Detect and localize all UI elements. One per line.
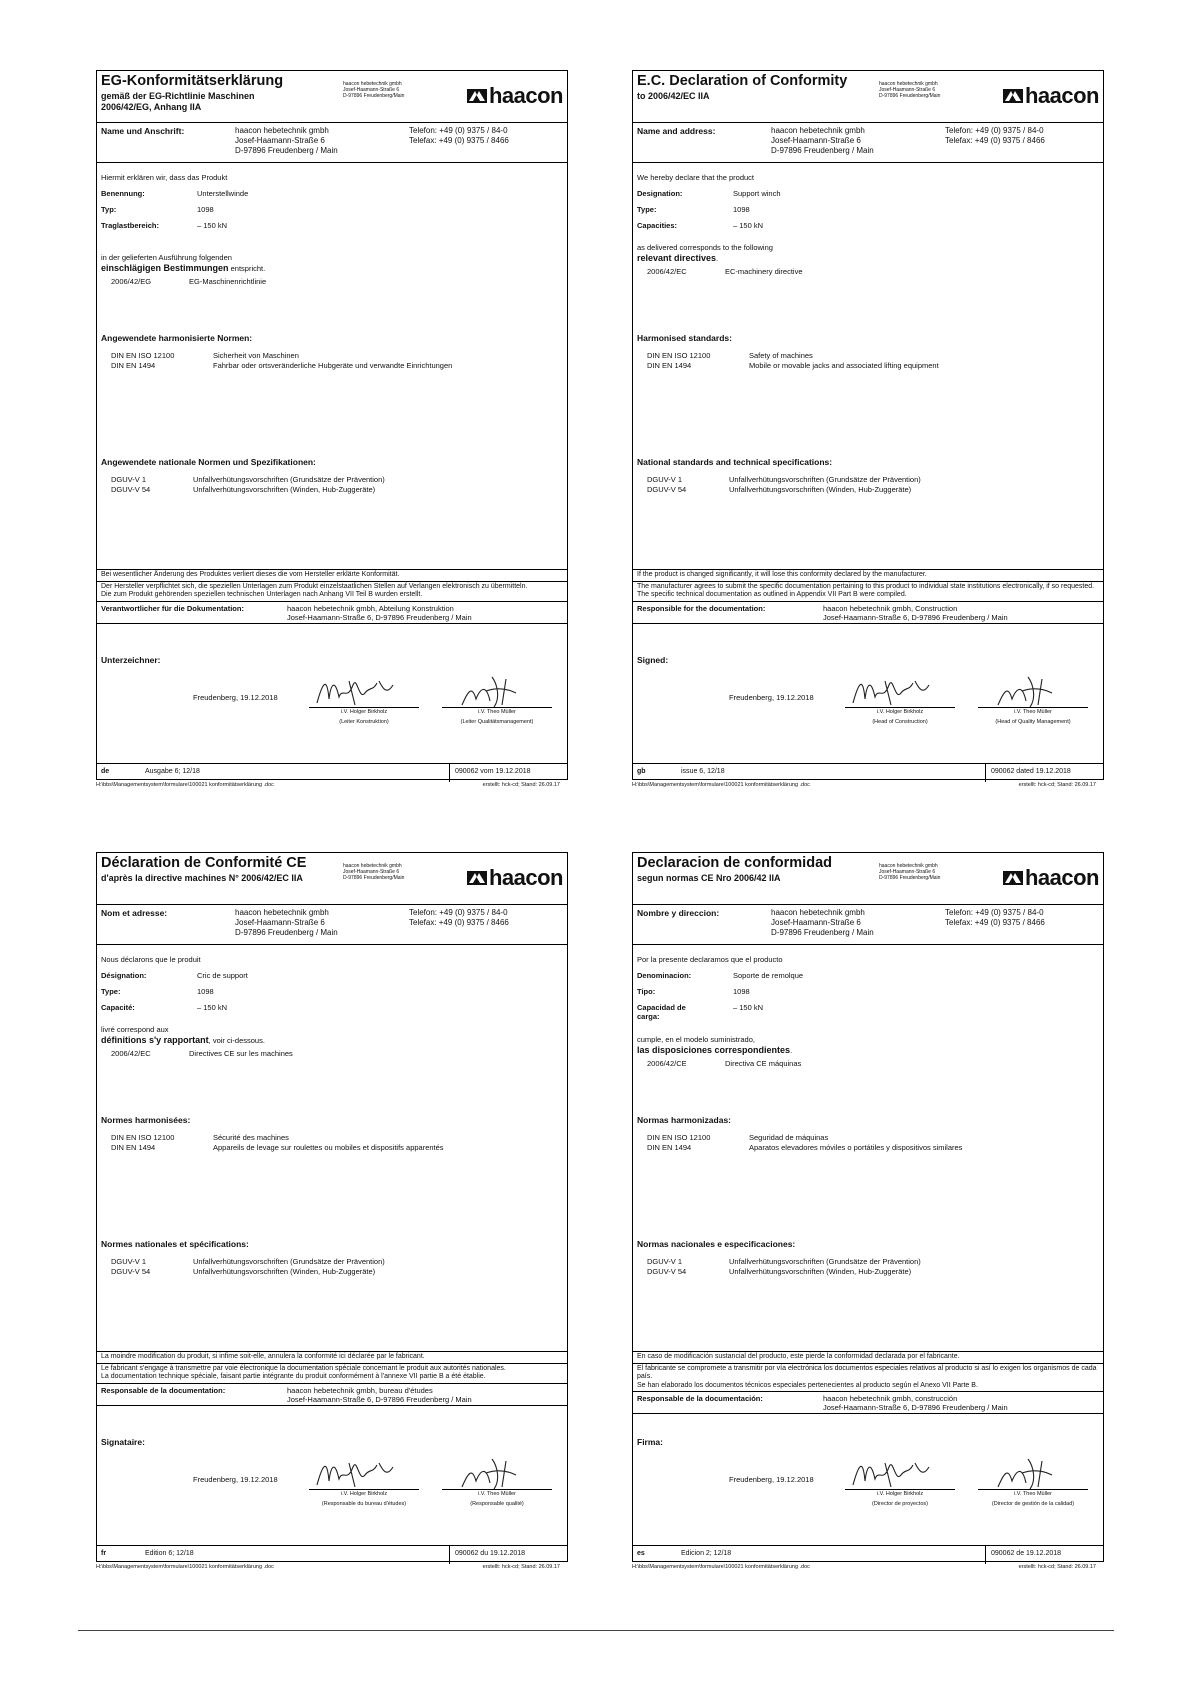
signed-label: Signed: [637,655,669,665]
declaration-frame: EG-Konformitätserklärung gemäß der EG-Richtlinie Maschinen 2006/42/EG, Anhang IIA haacon hebetechnik gmbh Josef-Haamann-Straße 6 D-97896 Freudenberg/Main haacon Name und Anschrift: haacon hebetechnik gmbh Josef-Haamann-Straße 6 D-97896 Freudenberg / Main Telefon: +49 (0) 9375 / 84-0 Telefax: +49 (0) 9375 / 8466 Hiermit erklären wir, dass das Produkt Benennung: Unterstellwinde Typ: 1098 Traglastbereich: – 150 kN in der gelieferten Ausführung folgenden einschlägigen Bestimmungen entspricht. 2006/42/EG EG-Maschinenrichtlinie Angewendete harmonisierte Normen: DIN EN ISO 12100 Sicherheit von Maschinen DIN EN 1494 Fahrbar oder ortsveränderliche Hubgeräte und verwandte Einrichtungen Angewendete nationale Normen und Spezifikationen: DGUV-V 1 Unfallverhütungsvorschriften (Grundsätze der Prävention) DGUV-V 54 Unfallverhütungsvorschriften (Winden, Hub-Zuggeräte) Bei wesentlicher Änderung des Produktes verliert dieses die vom Hersteller erklärte Konformität. Der Hersteller verpflichtet sich, die speziellen Unterlagen zum Produkt einzelstaatlichen Stellen auf Verlangen elektronisch zu übermitteln. Die zum Produkt gehörenden speziellen technischen Unterlagen nach Anhang VII Teil B wurden erstellt. Verantwortlicher für die Dokumentation: haacon hebetechnik gmbh, Abteilung Konstruktion Josef-Haamann-Straße 6, D-97896 Freudenberg / Main Unterzeichner: Freudenberg, 19.12.2018 i.V. Holger Birkholz i.V. Theo Müller (Leiter Konstruktion) (Leiter Qualitätsmanagement) de Ausgabe 6; 12/18 090062 vom 19.12.2018 [96,70,568,780]
national-standards-heading: National standards and technical specifications: [637,457,833,467]
documentation-notice: The manufacturer agrees to submit the specific documentation pertaining to this product to individual state institutions electronically, if so requested. The specific technical documentation as outlined in Appendix VII Part B were compiled. [633,582,1103,602]
signature-line [442,707,552,708]
document-number-date: 090062 du 19.12.2018 [455,1550,526,1557]
signer-name: i.V. Theo Müller [478,709,516,715]
page-bottom-rule [78,1630,1114,1631]
signature-birkholz [309,1453,419,1493]
declaration-panel-fr [96,852,568,1572]
phone-fax: Telefon: +49 (0) 9375 / 84-0 Telefax: +49 (0) 9375 / 8466 [945,908,1045,927]
signature-birkholz [845,671,955,711]
harmonised-standards-heading: Normes harmonisées: [101,1115,191,1125]
signature-line [845,1489,955,1490]
intro-text: We hereby declare that the product [637,173,755,182]
declaration-header [633,853,1103,905]
signer-role: (Responsable qualité) [470,1501,524,1507]
haacon-logo-icon [467,89,487,103]
place-date: Freudenberg, 19.12.2018 [193,693,278,702]
name-address-block [633,905,1103,945]
document-number-date: 090062 de 19.12.2018 [991,1550,1062,1557]
name-address-label: Nom et adresse: [101,908,168,918]
signature-birkholz [309,671,419,711]
signature-line [309,707,419,708]
edition: Edicion 2; 12/18 [681,1550,732,1557]
document-footer [97,763,567,781]
intro-text: Hiermit erklären wir, dass das Produkt [101,173,228,182]
signature-block [633,1433,1103,1515]
conformity-statement: cumple, en el modelo suministrado, las disposiciones correspondientes. [637,1035,793,1055]
declaration-title: E.C. Declaration of Conformity [637,73,848,89]
declaration-frame: E.C. Declaration of Conformity to 2006/42/EC IIA haacon hebetechnik gmbh Josef-Haamann-Straße 6 D-97896 Freudenberg/Main haacon Name and address: haacon hebetechnik gmbh Josef-Haamann-Straße 6 D-97896 Freudenberg / Main Telefon: +49 (0) 9375 / 84-0 Telefax: +49 (0) 9375 / 8466 We hereby declare that the product Designation: Support winch Type: 1098 Capacities: – 150 kN as delivered corresponds to the following relevant directives. 2006/42/EC EC-machinery directive Harmonised standards: DIN EN ISO 12100 Safety of machines DIN EN 1494 Mobile or movable jacks and associated lifting equipment National standards and technical specifications: DGUV-V 1 Unfallverhütungsvorschriften (Grundsätze der Prävention) DGUV-V 54 Unfallverhütungsvorschriften (Winden, Hub-Zuggeräte) If the product is changed significantly, it will lose this conformity declared by the manufacturer. The manufacturer agrees to submit the specific documentation pertaining to this product to individual state institutions electronically, if so requested. The specific technical documentation as outlined in Appendix VII Part B were compiled. Responsible for the documentation: haacon hebetechnik gmbh, Construction Josef-Haamann-Straße 6, D-97896 Freudenberg / Main Signed: Freudenberg, 19.12.2018 i.V. Holger Birkholz i.V. Theo Müller (Head of Construction) (Head of Quality Management) gb issue 6, 12/18 090062 dated 19.12.2018 [632,70,1104,780]
signed-label: Firma: [637,1437,663,1447]
document-footer [633,763,1103,781]
legal-notes [97,569,567,624]
haacon-logo-icon [467,871,487,885]
signature-mueller [978,671,1088,711]
documentation-notice: Le fabricant s'engage à transmettre par voie électronique la documentation spéciale concernant le produit aux autorités nationales. La documentation technique spéciale, faisant partie intégrante du produit conformément à l'annexe VII partie B a été établie. [97,1364,567,1384]
document-number-date: 090062 dated 19.12.2018 [991,768,1071,775]
signature-birkholz [845,1453,955,1493]
signer-name: i.V. Holger Birkholz [340,709,388,715]
intro-text: Por la presente declaramos que el producto [637,955,783,964]
company-address: haacon hebetechnik gmbh Josef-Haamann-Straße 6 D-97896 Freudenberg / Main [235,126,338,155]
header-address: haacon hebetechnik gmbh Josef-Haamann-Straße 6 D-97896 Freudenberg/Main [879,863,941,881]
name-address-block [97,123,567,163]
harmonised-standards-heading: Harmonised standards: [637,333,732,343]
document-footer [633,1545,1103,1563]
declaration-subtitle: to 2006/42/EC IIA [637,91,710,101]
created-stamp: erstellt: hck-cd; Stand: 26.09.17 [1018,782,1096,788]
signature-mueller [978,1453,1088,1493]
signature-line [309,1489,419,1490]
declaration-header [633,71,1103,123]
file-path: H:\bbs\Managementsystem\formulare\100021 konformitätserklärung .doc [96,1564,274,1570]
company-address: haacon hebetechnik gmbh Josef-Haamann-Straße 6 D-97896 Freudenberg / Main [771,908,874,937]
created-stamp: erstellt: hck-cd; Stand: 26.09.17 [1018,1564,1096,1570]
declaration-frame: Declaracion de conformidad segun normas CE Nro 2006/42 IIA haacon hebetechnik gmbh Josef-Haamann-Straße 6 D-97896 Freudenberg/Main haacon Nombre y direccion: haacon hebetechnik gmbh Josef-Haamann-Straße 6 D-97896 Freudenberg / Main Telefon: +49 (0) 9375 / 84-0 Telefax: +49 (0) 9375 / 8466 Por la presente declaramos que el producto Denominacion: Soporte de remolque Tipo: 1098 Capacidad de carga: – 150 kN cumple, en el modelo suministrado, las disposiciones correspondientes. 2006/42/CE Directiva CE máquinas Normas harmonizadas: DIN EN ISO 12100 Seguridad de máquinas DIN EN 1494 Aparatos elevadores móviles o portátiles y dispositivos similares Normas nacionales e especificaciones: DGUV-V 1 Unfallverhütungsvorschriften (Grundsätze der Prävention) DGUV-V 54 Unfallverhütungsvorschriften (Winden, Hub-Zuggeräte) En caso de modificación sustancial del producto, este pierde la conformidad declarada por el fabricante. El fabricante se compromete a transmitir por vía electrónica los documentos especiales relativos al producto si así lo exigen los organismos de cada país. Se han elaborado los documentos técnicos especiales pertenecientes al producto según el Anexo VII Parte B. Responsable de la documentación: haacon hebetechnik gmbh, construcción Josef-Haamann-Straße 6, D-97896 Freudenberg / Main Firma: Freudenberg, 19.12.2018 i.V. Holger Birkholz i.V. Theo Müller (Director de proyectos) (Director de gestión de la calidad) es Edicion 2; 12/18 090062 de 19.12.2018 [632,852,1104,1562]
responsible-documentation: Verantwortlicher für die Dokumentation: haacon hebetechnik gmbh, Abteilung Konstruktion Josef-Haamann-Straße 6, D-97896 Freudenberg / Main [97,602,567,624]
signed-label: Signataire: [101,1437,145,1447]
conformity-statement: livré correspond aux définitions s'y rapportant, voir ci-dessous. [101,1025,265,1045]
document-footer [97,1545,567,1563]
responsible-documentation: Responsible for the documentation: haacon hebetechnik gmbh, Construction Josef-Haamann-Straße 6, D-97896 Freudenberg / Main [633,602,1103,624]
responsible-documentation: Responsable de la documentation: haacon hebetechnik gmbh, bureau d'études Josef-Haamann-Straße 6, D-97896 Freudenberg / Main [97,1384,567,1406]
name-address-label: Name and address: [637,126,716,136]
signature-line [978,707,1088,708]
national-standards-heading: Normes nationales et spécifications: [101,1239,249,1249]
legal-notes [633,569,1103,624]
language-code: de [101,768,110,775]
declaration-subtitle: d'après la directive machines N° 2006/42/EC IIA [101,873,303,883]
signer-role: (Director de gestión de la calidad) [991,1501,1075,1507]
place-date: Freudenberg, 19.12.2018 [729,693,814,702]
signer-name: i.V. Theo Müller [1014,709,1052,715]
legal-notes [633,1351,1103,1414]
conformity-statement: as delivered corresponds to the following relevant directives. [637,243,773,263]
company-address: haacon hebetechnik gmbh Josef-Haamann-Straße 6 D-97896 Freudenberg / Main [771,126,874,155]
phone-fax: Telefon: +49 (0) 9375 / 84-0 Telefax: +49 (0) 9375 / 8466 [409,126,509,145]
file-path: H:\bbs\Managementsystem\formulare\100021 konformitätserklärung .doc [96,782,274,788]
name-address-label: Nombre y direccion: [637,908,720,918]
created-stamp: erstellt: hck-cd; Stand: 26.09.17 [482,1564,560,1570]
conformity-statement: in der gelieferten Ausführung folgenden einschlägigen Bestimmungen entspricht. [101,253,266,273]
signer-name: i.V. Theo Müller [478,1491,516,1497]
edition: issue 6, 12/18 [681,768,725,775]
signer-name: i.V. Theo Müller [1014,1491,1052,1497]
signer-role: (Director de proyectos) [872,1501,928,1507]
language-code: fr [101,1550,107,1557]
file-path: H:\bbs\Managementsystem\formulare\100021 konformitätserklärung .doc [632,1564,810,1570]
haacon-logo-icon [1003,89,1023,103]
header-address: haacon hebetechnik gmbh Josef-Haamann-Straße 6 D-97896 Freudenberg/Main [879,81,941,99]
responsible-documentation: Responsable de la documentación: haacon hebetechnik gmbh, construcción Josef-Haamann-Straße 6, D-97896 Freudenberg / Main [633,1392,1103,1414]
signer-role: (Head of Construction) [872,719,928,725]
modification-notice: La moindre modification du produit, si infime soit-elle, annulera la conformité ici déclarée par le fabricant. [97,1352,567,1364]
haacon-logo-icon [1003,871,1023,885]
language-code: es [637,1550,645,1557]
harmonised-standards-heading: Angewendete harmonisierte Normen: [101,333,253,343]
created-stamp: erstellt: hck-cd; Stand: 26.09.17 [482,782,560,788]
national-standards-heading: Normas nacionales e especificaciones: [637,1239,796,1249]
declaration-frame: Déclaration de Conformité CE d'après la directive machines N° 2006/42/EC IIA haacon hebetechnik gmbh Josef-Haamann-Straße 6 D-97896 Freudenberg/Main haacon Nom et adresse: haacon hebetechnik gmbh Josef-Haamann-Straße 6 D-97896 Freudenberg / Main Telefon: +49 (0) 9375 / 84-0 Telefax: +49 (0) 9375 / 8466 Nous déclarons que le produit Désignation: Cric de support Type: 1098 Capacité: – 150 kN livré correspond aux définitions s'y rapportant, voir ci-dessous. 2006/42/EC Directives CE sur les machines Normes harmonisées: DIN EN ISO 12100 Sécurité des machines DIN EN 1494 Appareils de levage sur roulettes ou mobiles et dispositifs apparentés Normes nationales et spécifications: DGUV-V 1 Unfallverhütungsvorschriften (Grundsätze der Prävention) DGUV-V 54 Unfallverhütungsvorschriften (Winden, Hub-Zuggeräte) La moindre modification du produit, si infime soit-elle, annulera la conformité ici déclarée par le fabricant. Le fabricant s'engage à transmettre par voie électronique la documentation spéciale concernant le produit aux autorités nationales. La documentation technique spéciale, faisant partie intégrante du produit conformément à l'annexe VII partie B a été établie. Responsable de la documentation: haacon hebetechnik gmbh, bureau d'études Josef-Haamann-Straße 6, D-97896 Freudenberg / Main Signataire: Freudenberg, 19.12.2018 i.V. Holger Birkholz i.V. Theo Müller (Responsable du bureau d'études) (Responsable qualité) fr Edition 6; 12/18 090062 du 19.12.2018 [96,852,568,1562]
signed-label: Unterzeichner: [101,655,161,665]
declaration-subtitle: gemäß der EG-Richtlinie Maschinen 2006/42/EG, Anhang IIA [101,91,255,112]
document-number-date: 090062 vom 19.12.2018 [455,768,531,775]
haacon-logo: haacon [467,865,563,891]
signature-mueller [442,1453,552,1493]
modification-notice: Bei wesentlicher Änderung des Produktes verliert dieses die vom Hersteller erklärte Konformität. [97,570,567,582]
haacon-logo: haacon [1003,83,1099,109]
phone-fax: Telefon: +49 (0) 9375 / 84-0 Telefax: +49 (0) 9375 / 8466 [945,126,1045,145]
declaration-title: Déclaration de Conformité CE [101,855,307,871]
declaration-title: EG-Konformitätserklärung [101,73,284,89]
documentation-notice: El fabricante se compromete a transmitir por vía electrónica los documentos especiales relativos al producto si así lo exigen los organismos de cada país. Se han elaborado los documentos técnicos especiales pertenecientes al producto según el Anexo VII Parte B. [633,1364,1103,1393]
signer-role: (Head of Quality Management) [995,719,1071,725]
phone-fax: Telefon: +49 (0) 9375 / 84-0 Telefax: +49 (0) 9375 / 8466 [409,908,509,927]
name-address-label: Name und Anschrift: [101,126,185,136]
name-address-block [633,123,1103,163]
documentation-notice: Der Hersteller verpflichtet sich, die speziellen Unterlagen zum Produkt einzelstaatlichen Stellen auf Verlangen elektronisch zu übermitteln. Die zum Produkt gehörenden speziellen technischen Unterlagen nach Anhang VII Teil B wurden erstellt. [97,582,567,602]
signer-role: (Leiter Qualitätsmanagement) [460,719,534,725]
signer-name: i.V. Holger Birkholz [340,1491,388,1497]
harmonised-standards-heading: Normas harmonizadas: [637,1115,731,1125]
legal-notes [97,1351,567,1406]
signer-name: i.V. Holger Birkholz [876,709,924,715]
declaration-header [97,853,567,905]
language-code: gb [637,768,646,775]
edition: Ausgabe 6; 12/18 [145,768,200,775]
national-standards-heading: Angewendete nationale Normen und Spezifikationen: [101,457,316,467]
signature-mueller [442,671,552,711]
declaration-subtitle: segun normas CE Nro 2006/42 IIA [637,873,781,883]
haacon-logo: haacon [467,83,563,109]
signer-role: (Leiter Konstruktion) [339,719,389,725]
declaration-panel-gb [632,70,1104,790]
signature-block [97,1433,567,1515]
declaration-panel-es [632,852,1104,1572]
signature-block [633,651,1103,733]
declaration-title: Declaracion de conformidad [637,855,832,871]
intro-text: Nous déclarons que le produit [101,955,201,964]
signer-role: (Responsable du bureau d'études) [321,1501,407,1507]
signer-name: i.V. Holger Birkholz [876,1491,924,1497]
file-path: H:\bbs\Managementsystem\formulare\100021 konformitätserklärung .doc [632,782,810,788]
header-address: haacon hebetechnik gmbh Josef-Haamann-Straße 6 D-97896 Freudenberg/Main [343,81,405,99]
declaration-header [97,71,567,123]
place-date: Freudenberg, 19.12.2018 [729,1475,814,1484]
signature-line [845,707,955,708]
edition: Edition 6; 12/18 [145,1550,194,1557]
haacon-logo: haacon [1003,865,1099,891]
place-date: Freudenberg, 19.12.2018 [193,1475,278,1484]
signature-line [978,1489,1088,1490]
name-address-block [97,905,567,945]
company-address: haacon hebetechnik gmbh Josef-Haamann-Straße 6 D-97896 Freudenberg / Main [235,908,338,937]
declaration-panel-de [96,70,568,790]
signature-block [97,651,567,733]
modification-notice: En caso de modificación sustancial del producto, este pierde la conformidad declarada por el fabricante. [633,1352,1103,1364]
header-address: haacon hebetechnik gmbh Josef-Haamann-Straße 6 D-97896 Freudenberg/Main [343,863,405,881]
signature-line [442,1489,552,1490]
modification-notice: If the product is changed significantly, it will lose this conformity declared by the manufacturer. [633,570,1103,582]
